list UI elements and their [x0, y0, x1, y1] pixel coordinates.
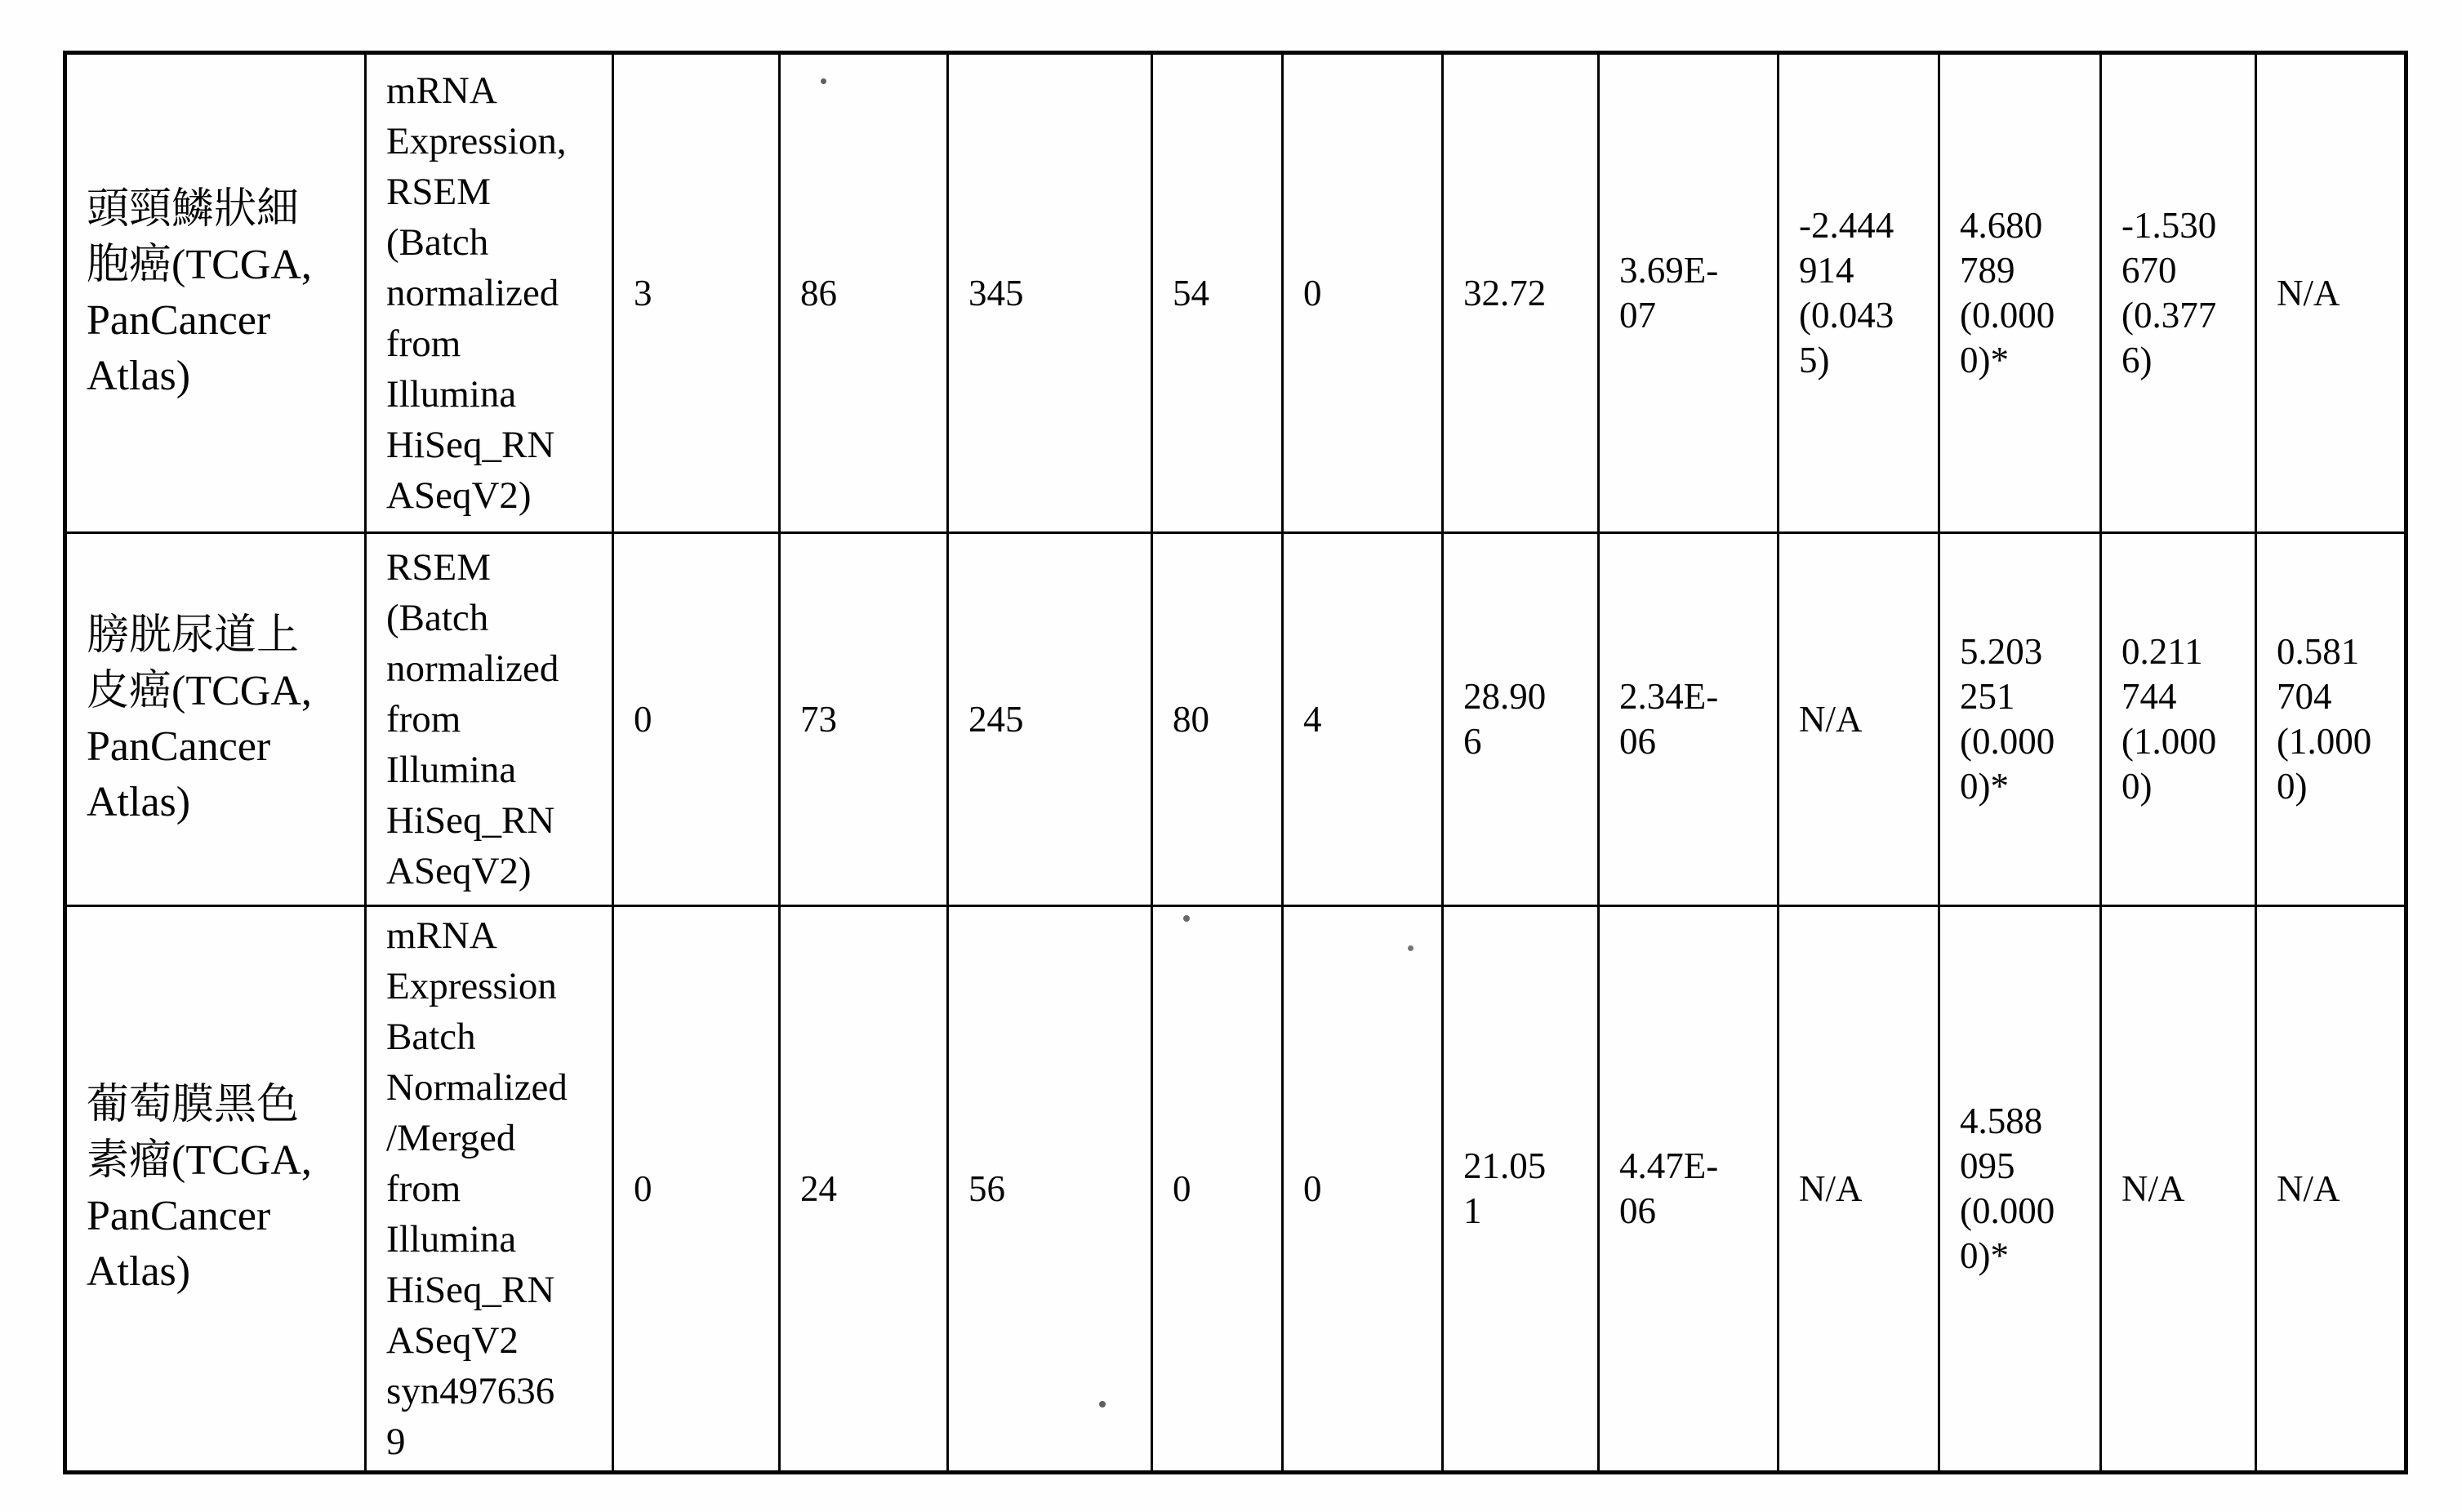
- value-cell: -2.444 914 (0.043 5): [1779, 53, 1939, 533]
- value-cell: N/A: [1779, 533, 1939, 906]
- scan-speck: [1099, 1401, 1106, 1407]
- value-cell: 56: [948, 906, 1152, 1473]
- value-cell: 73: [780, 533, 948, 906]
- table-row: [65, 53, 2406, 533]
- value-cell: 21.05 1: [1443, 906, 1599, 1473]
- value-cell: N/A: [2256, 53, 2406, 533]
- value-cell: 0: [1152, 906, 1283, 1473]
- cancer-type-cell: 頭頸鱗狀細 胞癌(TCGA, PanCancer Atlas): [65, 53, 366, 533]
- value-cell: 3: [613, 53, 780, 533]
- value-cell: 0.211 744 (1.000 0): [2101, 533, 2256, 906]
- value-cell: 4.680 789 (0.000 0)*: [1939, 53, 2101, 533]
- value-cell: 32.72: [1443, 53, 1599, 533]
- value-cell: N/A: [2101, 906, 2256, 1473]
- scan-speck: [821, 78, 826, 84]
- cancer-type-cell: 葡萄膜黑色 素瘤(TCGA, PanCancer Atlas): [65, 906, 366, 1473]
- value-cell: 4: [1283, 533, 1443, 906]
- value-cell: N/A: [1779, 906, 1939, 1473]
- value-cell: 4.47E- 06: [1599, 906, 1779, 1473]
- value-cell: 0: [1283, 906, 1443, 1473]
- value-cell: 28.90 6: [1443, 533, 1599, 906]
- value-cell: 0: [1283, 53, 1443, 533]
- value-cell: 80: [1152, 533, 1283, 906]
- value-cell: -1.530 670 (0.377 6): [2101, 53, 2256, 533]
- value-cell: 5.203 251 (0.000 0)*: [1939, 533, 2101, 906]
- profile-cell: mRNA Expression, RSEM (Batch normalized from Illumina HiSeq_RN ASeqV2): [366, 53, 613, 533]
- value-cell: 245: [948, 533, 1152, 906]
- value-cell: N/A: [2256, 906, 2406, 1473]
- cancer-type-cell: 膀胱尿道上 皮癌(TCGA, PanCancer Atlas): [65, 533, 366, 906]
- table-row: [65, 533, 2406, 906]
- value-cell: 24: [780, 906, 948, 1473]
- value-cell: 86: [780, 53, 948, 533]
- profile-cell: RSEM (Batch normalized from Illumina HiSeq_RN ASeqV2): [366, 533, 613, 906]
- value-cell: 0: [613, 533, 780, 906]
- value-cell: 345: [948, 53, 1152, 533]
- value-cell: 0.581 704 (1.000 0): [2256, 533, 2406, 906]
- scan-speck: [1183, 915, 1190, 922]
- value-cell: 0: [613, 906, 780, 1473]
- profile-cell: mRNA Expression Batch Normalized /Merged from Illumina HiSeq_RN ASeqV2 syn497636 9: [366, 906, 613, 1473]
- value-cell: 54: [1152, 53, 1283, 533]
- data-table: [63, 51, 2408, 1474]
- value-cell: 4.588 095 (0.000 0)*: [1939, 906, 2101, 1473]
- value-cell: 3.69E- 07: [1599, 53, 1779, 533]
- scan-speck: [1408, 945, 1414, 951]
- value-cell: 2.34E- 06: [1599, 533, 1779, 906]
- table-row: [65, 906, 2406, 1473]
